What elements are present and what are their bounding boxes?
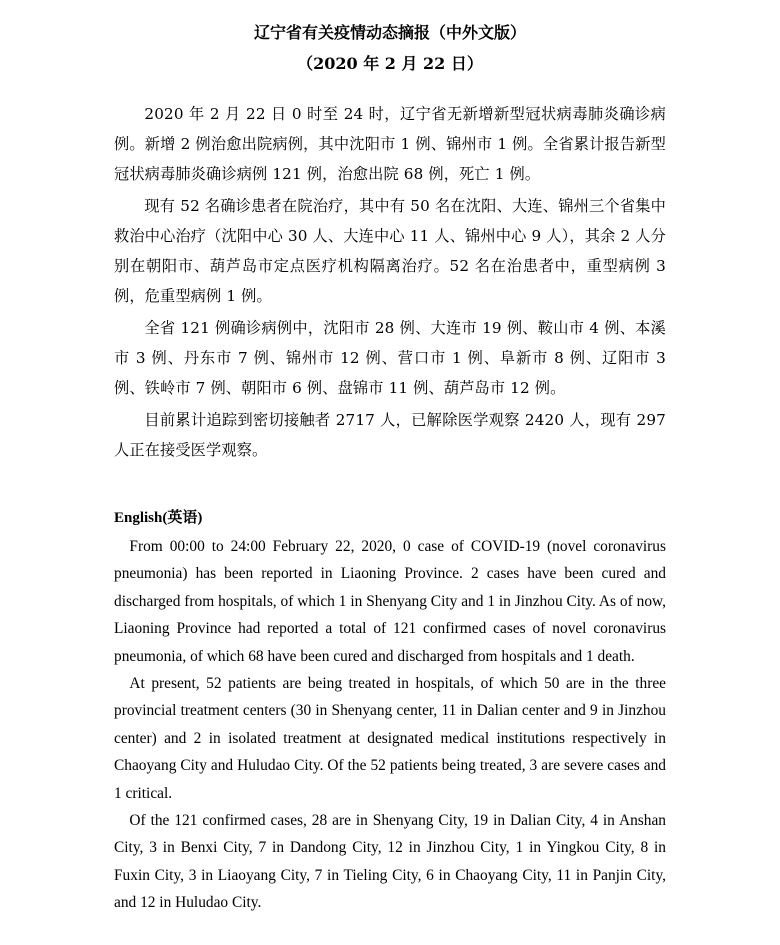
chinese-paragraph: 全省 121 例确诊病例中，沈阳市 28 例、大连市 19 例、鞍山市 4 例、本溪市 3 例、丹东市 7 例、锦州市 12 例、营口市 1 例、阜新市 8 例、辽阳市 3 例、铁岭市 7 例、朝阳市 6 例、盘锦市 11 例、葫芦岛市 12 例。 xyxy=(114,319,666,397)
chinese-paragraph: 2020 年 2 月 22 日 0 时至 24 时，辽宁省无新增新型冠状病毒肺炎确诊病例。新增 2 例治愈出院病例，其中沈阳市 1 例、锦州市 1 例。全省累计报告新型冠状病毒肺炎确诊病例 121 例，治愈出院 68 例，死亡 1 例。 xyxy=(114,105,666,183)
english-paragraph: At present, 52 patients are being treated in hospitals, of which 50 are in the three provincial treatment centers (30 in Shenyang center, 11 in Dalian center and 9 in Jinzhou center) and 2 in isolated treatment at designated medical institutions respectively in Chaoyang City and Huludao City. Of the 52 patients being treated, 3 are severe cases and 1 critical. xyxy=(114,675,666,802)
english-heading: English(英语) xyxy=(114,510,203,526)
document-title: 辽宁省有关疫情动态摘报（中外文版） xyxy=(253,23,526,42)
document-date: （2020 年 2 月 22 日） xyxy=(297,54,483,73)
chinese-paragraph: 目前累计追踪到密切接触者 2717 人，已解除医学观察 2420 人，现有 297 人正在接受医学观察。 xyxy=(114,411,666,459)
chinese-paragraph: 现有 52 名确诊患者在院治疗，其中有 50 名在沈阳、大连、锦州三个省集中救治中心治疗（沈阳中心 30 人、大连中心 11 人、锦州中心 9 人），其余 2 人分别在朝阳市、葫芦岛市定点医疗机构隔离治疗。52 名在治患者中，重型病例 3 例，危重型病例 1 例。 xyxy=(114,197,666,305)
english-paragraph: Of the 121 confirmed cases, 28 are in Shenyang City, 19 in Dalian City, 4 in Anshan City, 3 in Benxi City, 7 in Dandong City, 12 in Jinzhou City, 1 in Yingkou City, 8 in Fuxin City, 3 in Liaoyang City, 7 in Tieling City, 6 in Chaoyang City, 11 in Panjin City, and 12 in Huludao City. xyxy=(114,812,666,912)
chinese-section xyxy=(114,99,666,465)
english-paragraph: From 00:00 to 24:00 February 22, 2020, 0 case of COVID-19 (novel coronavirus pneumonia) has been reported in Liaoning Province. 2 cases have been cured and discharged from hospitals, of which 1 in Shenyang City and 1 in Jinzhou City. As of now, Liaoning Province had reported a total of 121 confirmed cases of novel coronavirus pneumonia, of which 68 have been cured and discharged from hospitals and 1 death. xyxy=(114,538,666,665)
english-section xyxy=(114,503,666,917)
